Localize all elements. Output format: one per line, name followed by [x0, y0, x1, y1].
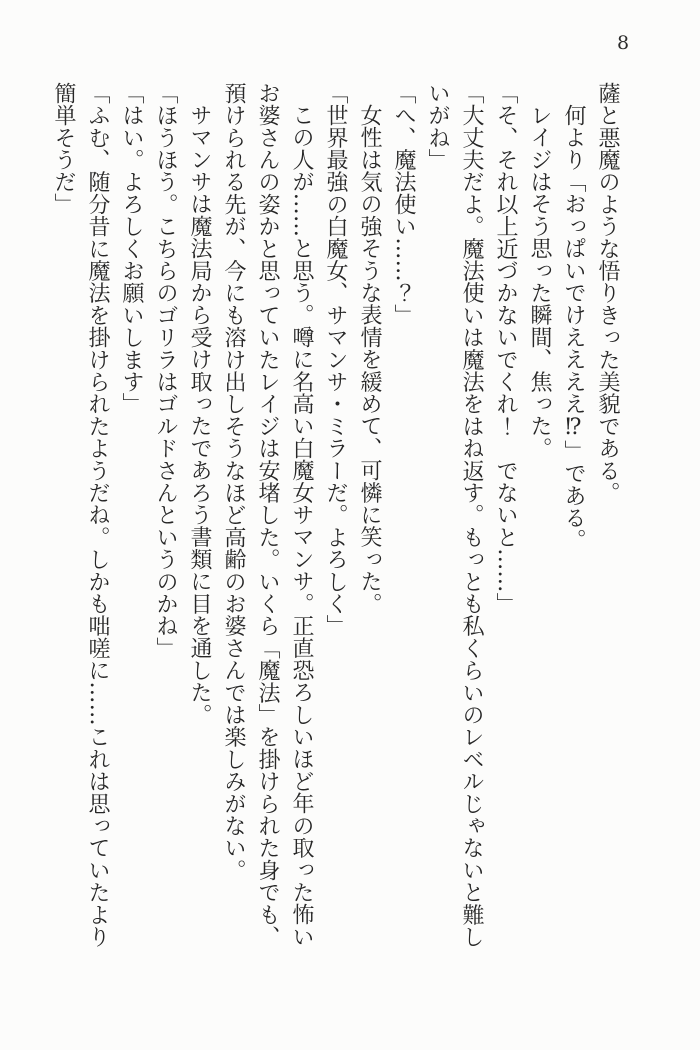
paragraph-11: 「ほうほう。こちらのゴリラはゴルドさんというのかね」 — [153, 82, 178, 660]
paragraph-13: 「ふむ、随分昔に魔法を掛けられたようだね。しかも咄嗟に……これは思っていたより簡単そうだ」 — [51, 82, 110, 948]
page-number: 8 — [616, 32, 630, 54]
page-text — [46, 82, 624, 968]
paragraph-2: 何より「おっぱいでけええええ⁉」である。 — [561, 104, 586, 551]
paragraph-6: 「へ、魔法使い……？」 — [391, 82, 416, 327]
paragraph-8: 「世界最強の白魔女、サマンサ・ミラーだ。よろしく」 — [323, 82, 348, 637]
paragraph-1: 薩と悪魔のような悟りきった美貌である。 — [595, 82, 620, 504]
paragraph-3: レイジはそう思った瞬間、焦った。 — [527, 104, 552, 460]
paragraph-5: 「大丈夫だよ。魔法使いは魔法をはね返す。もっとも私くらいのレベルじゃないと難しいがね」 — [425, 82, 484, 948]
paragraph-12: 「はい。よろしくお願いします」 — [119, 82, 144, 415]
paragraph-9: この人が……と思う。噂に名高い白魔女サマンサ。正直恐ろしいほど年の取った怖いお婆さんの姿かと思っていたレイジは安堵した。いくら「魔法」を掛けられた身でも、預けられる先が、今にも溶け出しそうなほど高齢のお婆さんでは楽しみがない。 — [221, 82, 314, 948]
paragraph-7: 女性は気の強そうな表情を緩めて、可憐に笑った。 — [357, 104, 382, 615]
paragraph-4: 「そ、それ以上近づかないでくれ！ でないと……」 — [493, 82, 518, 615]
paragraph-10: サマンサは魔法局から受け取ったであろう書類に目を通した。 — [187, 104, 212, 726]
